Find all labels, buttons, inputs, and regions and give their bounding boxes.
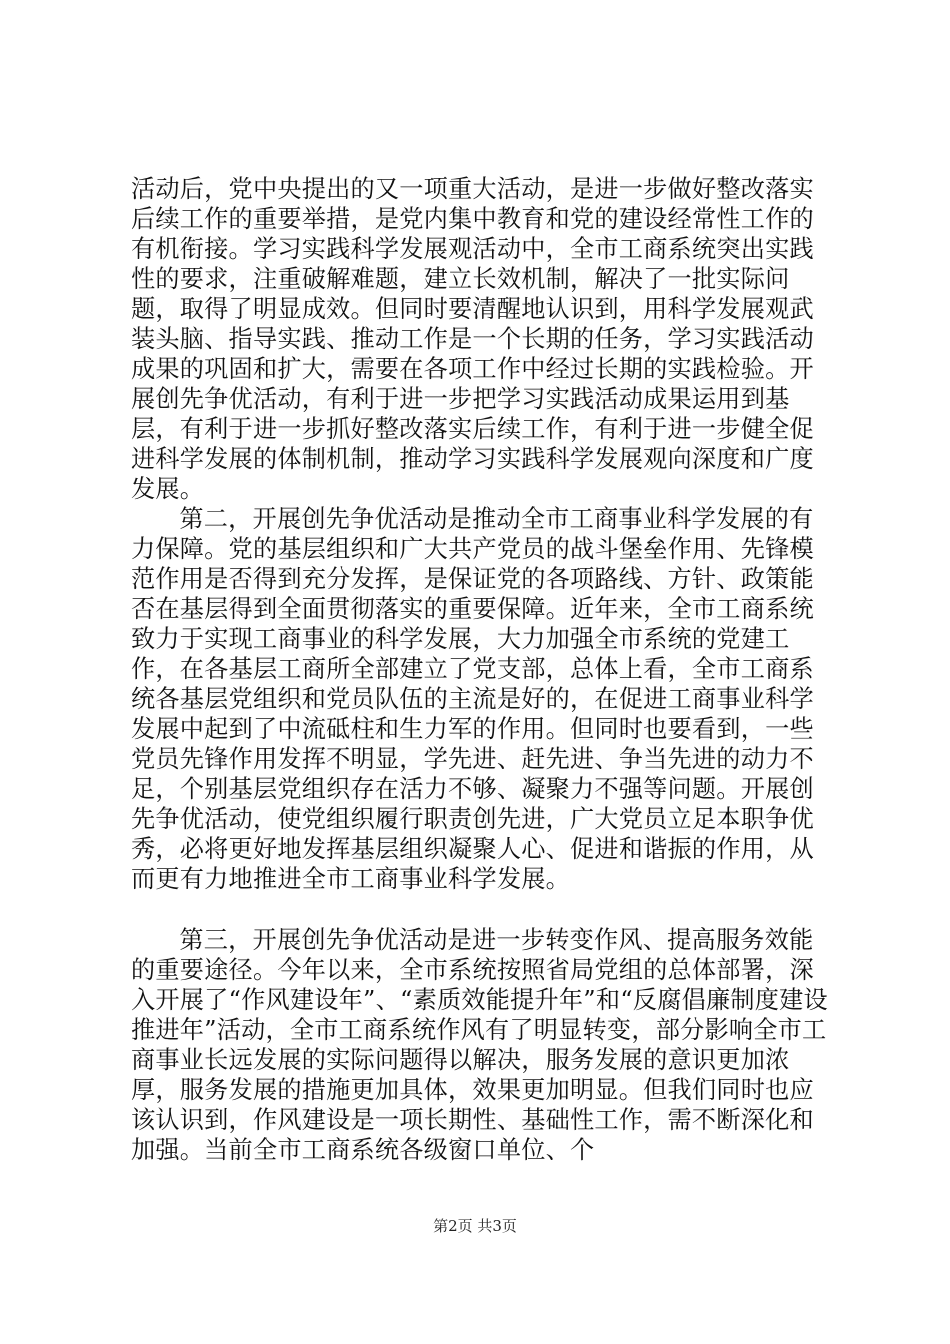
page-number-footer: 第2页 共3页 <box>433 1217 517 1235</box>
paragraph-2: 第二，开展创先争优活动是推动全市工商事业科学发展的有力保障。党的基层组织和广大共产党员的战斗堡垒作用、先锋模范作用是否得到充分发挥，是保证党的各项路线、方针、政策能否在基层得到全面贯彻落实的重要保障。近年来，全市工商系统致力于实现工商事业的科学发展，大力加强全市系统的党建工作，在各基层工商所全部建立了党支部，总体上看，全市工商系统各基层党组织和党员队伍的主流是好的，在促进工商事业科学发展中起到了中流砥柱和生力军的作用。但同时也要看到，一些党员先锋作用发挥不明显，学先进、赶先进、争当先进的动力不足，个别基层党组织存在活力不够、凝聚力不强等问题。开展创先争优活动，使党组织履行职责创先进，广大党员立足本职争优秀，必将更好地发挥基层组织凝聚人心、促进和谐振的作用，从而更有力地推进全市工商事业科学发展。 <box>131 505 814 893</box>
paragraph-3: 第三，开展创先争优活动是进一步转变作风、提高服务效能的重要途径。今年以来，全市系统按照省局党组的总体部署，深入开展了“作风建设年”、“素质效能提升年”和“反腐倡廉制度建设推进年”活动，全市工商系统作风有了明显转变，部分影响全市工商事业长远发展的实际问题得以解决，服务发展的意识更加浓厚，服务发展的措施更加具体，效果更加明显。但我们同时也应该认识到，作风建设是一项长期性、基础性工作，需不断深化和加强。当前全市工商系统各级窗口单位、个 <box>131 926 828 1164</box>
document-body <box>131 174 831 1165</box>
paragraph-1: 活动后，党中央提出的又一项重大活动，是进一步做好整改落实后续工作的重要举措，是党内集中教育和党的建设经常性工作的有机衔接。学习实践科学发展观活动中，全市工商系统突出实践性的要求，注重破解难题，建立长效机制，解决了一批实际问题，取得了明显成效。但同时要清醒地认识到，用科学发展观武装头脑、指导实践、推动工作是一个长期的任务，学习实践活动成果的巩固和扩大，需要在各项工作中经过长期的实践检验。开展创先争优活动，有利于进一步把学习实践活动成果运用到基层，有利于进一步抓好整改落实后续工作，有利于进一步健全促进科学发展的体制机制，推动学习实践科学发展观向深度和广度发展。 <box>131 175 814 503</box>
paragraph-spacer <box>131 894 831 925</box>
